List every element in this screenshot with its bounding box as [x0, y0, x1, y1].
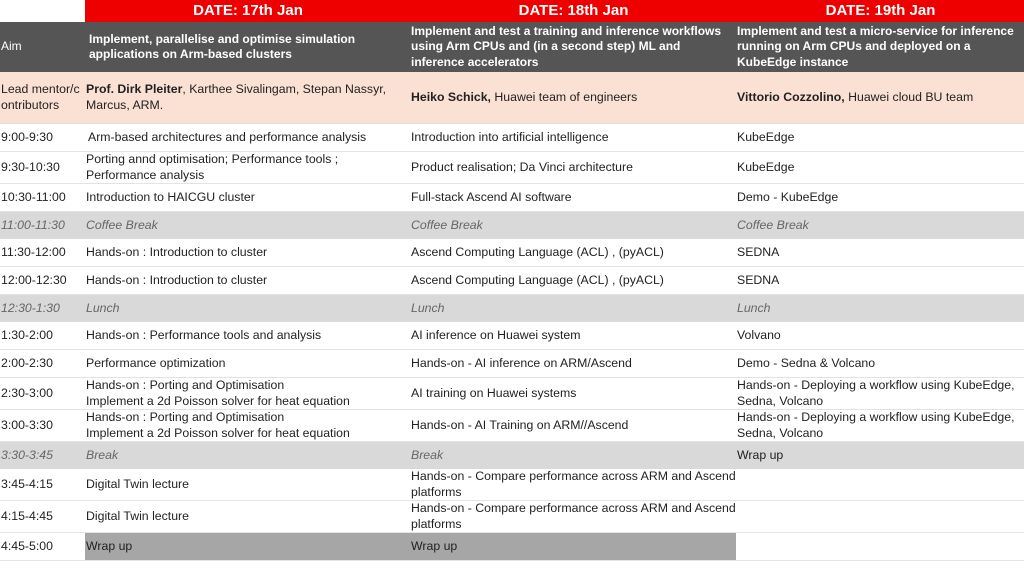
day3-cell: Demo - Sedna & Volcano [736, 350, 1024, 378]
day2-cell: Full-stack Ascend AI software [410, 184, 736, 212]
time-cell: 12:00-12:30 [0, 267, 85, 295]
day2-cell: AI training on Huawei systems [410, 378, 736, 410]
time-cell: 4:15-4:45 [0, 501, 85, 533]
day3-cell: KubeEdge [736, 152, 1024, 184]
time-cell: 3:45-4:15 [0, 469, 85, 501]
time-cell: 11:30-12:00 [0, 239, 85, 267]
table-row [0, 239, 1024, 267]
day1-cell: Digital Twin lecture [85, 469, 410, 501]
day2-cell: Hands-on - Compare performance across ARM and Ascend platforms [411, 501, 736, 531]
lead-label: Lead mentor/contributors [0, 72, 85, 124]
table-row [0, 469, 1024, 501]
day1-cell-line1: Hands-on : Porting and Optimisation [86, 410, 285, 424]
day3-cell [736, 501, 1024, 533]
day3-cell: Hands-on - Deploying a workflow using KubeEdge, Sedna, Volcano [736, 378, 1024, 410]
day3-cell: SEDNA [736, 239, 1024, 267]
time-cell: 3:00-3:30 [0, 410, 85, 442]
time-cell: 4:45-5:00 [0, 533, 85, 561]
day1-cell [85, 378, 410, 410]
day1-cell: Digital Twin lecture [85, 501, 410, 533]
aim-day3: Implement and test a micro-service for inference running on Arm CPUs and deployed on a KubeEdge instance [736, 22, 1024, 72]
day1-cell: Arm-based architectures and performance analysis [85, 124, 410, 152]
time-cell: 2:30-3:00 [0, 378, 85, 410]
table-row [0, 184, 1024, 212]
day1-cell: Hands-on : Introduction to cluster [85, 239, 410, 267]
day2-cell: Hands-on - AI Training on ARM//Ascend [410, 410, 736, 442]
day3-cell: Volvano [736, 322, 1024, 350]
lead-day1-name: Prof. Dirk Pleiter [86, 82, 183, 96]
lead-day3-team: Huawei cloud BU team [844, 89, 974, 104]
day3-cell: Demo - KubeEdge [736, 184, 1024, 212]
day1-cell [85, 410, 410, 442]
table-row [0, 501, 1024, 533]
day3-cell [736, 533, 1024, 561]
day2-cell: Wrap up [410, 533, 736, 561]
table-row [0, 124, 1024, 152]
day2-cell: Hands-on - AI inference on ARM/Ascend [410, 350, 736, 378]
day1-cell: Break [85, 442, 410, 470]
day1-cell: Coffee Break [85, 212, 410, 240]
lead-day1-team: , Karthee Sivalingam, Stepan Nassyr, Marcus, ARM. [86, 82, 387, 112]
time-cell: 9:00-9:30 [0, 124, 85, 152]
day3-cell: Lunch [736, 295, 1024, 323]
day1-cell-line2: Implement a 2d Poisson solver for heat equation [86, 425, 350, 440]
day2-cell: Ascend Computing Language (ACL) , (pyACL) [410, 267, 736, 295]
break-row [0, 442, 1024, 470]
day1-cell-line2: Implement a 2d Poisson solver for heat equation [86, 393, 350, 408]
day1-cell: Introduction to HAICGU cluster [85, 184, 410, 212]
table-row [0, 533, 1024, 561]
lead-day2-name: Heiko Schick, [411, 89, 491, 104]
day1-cell: Performance optimization [85, 350, 410, 378]
lead-row [0, 72, 1024, 124]
date-header-row [0, 0, 1024, 22]
day1-cell: Hands-on : Introduction to cluster [85, 267, 410, 295]
date-day2: DATE: 18th Jan [410, 0, 736, 22]
day3-cell: Coffee Break [736, 212, 1024, 240]
time-cell: 12:30-1:30 [0, 295, 85, 323]
day1-cell: Wrap up [85, 533, 410, 561]
day3-cell [736, 469, 1024, 501]
aim-day2: Implement and test a training and inference workflows using Arm CPUs and (in a second step) ML and inference accelerators [410, 22, 736, 72]
lead-day1 [85, 72, 410, 124]
time-cell: 1:30-2:00 [0, 322, 85, 350]
day2-cell: Break [410, 442, 736, 470]
aim-day1: Implement, parallelise and optimise simulation applications on Arm-based clusters [85, 22, 410, 72]
table-row [0, 267, 1024, 295]
day2-cell: Ascend Computing Language (ACL) , (pyACL) [410, 239, 736, 267]
day2-cell: Hands-on - Compare performance across ARM and Ascend platforms [411, 469, 736, 499]
day2-cell: Coffee Break [410, 212, 736, 240]
time-cell: 10:30-11:00 [0, 184, 85, 212]
day2-cell: Introduction into artificial intelligence [410, 124, 736, 152]
day1-cell: Hands-on : Performance tools and analysis [85, 322, 410, 350]
time-cell: 3:30-3:45 [0, 442, 85, 470]
day1-cell-line1: Hands-on : Porting and Optimisation [86, 378, 285, 392]
lead-day2 [410, 72, 736, 124]
day2-cell: AI inference on Huawei system [410, 322, 736, 350]
aim-label: Aim [0, 22, 85, 72]
lead-day2-team: Huawei team of engineers [490, 89, 638, 104]
date-day1: DATE: 17th Jan [85, 0, 410, 22]
table-row [0, 322, 1024, 350]
day3-cell: SEDNA [736, 267, 1024, 295]
time-cell: 2:00-2:30 [0, 350, 85, 378]
table-row [0, 152, 1024, 184]
day1-cell: Porting annd optimisation; Performance tools ; Performance analysis [85, 152, 410, 184]
day2-cell: Product realisation; Da Vinci architecture [410, 152, 736, 184]
day3-cell: Wrap up [736, 442, 1024, 470]
aim-row [0, 22, 1024, 72]
day3-cell: KubeEdge [736, 124, 1024, 152]
time-cell: 9:30-10:30 [0, 152, 85, 184]
break-row [0, 295, 1024, 323]
date-day3: DATE: 19th Jan [736, 0, 1024, 22]
header-corner [0, 0, 85, 22]
table-row [0, 350, 1024, 378]
day3-cell: Hands-on - Deploying a workflow using KubeEdge, Sedna, Volcano [736, 410, 1024, 442]
day2-cell: Lunch [410, 295, 736, 323]
day1-cell: Lunch [85, 295, 410, 323]
table-row [0, 378, 1024, 410]
lead-day3-name: Vittorio Cozzolino, [737, 89, 845, 104]
break-row [0, 212, 1024, 240]
time-cell: 11:00-11:30 [0, 212, 85, 240]
table-row [0, 410, 1024, 442]
lead-day3 [736, 72, 1024, 124]
